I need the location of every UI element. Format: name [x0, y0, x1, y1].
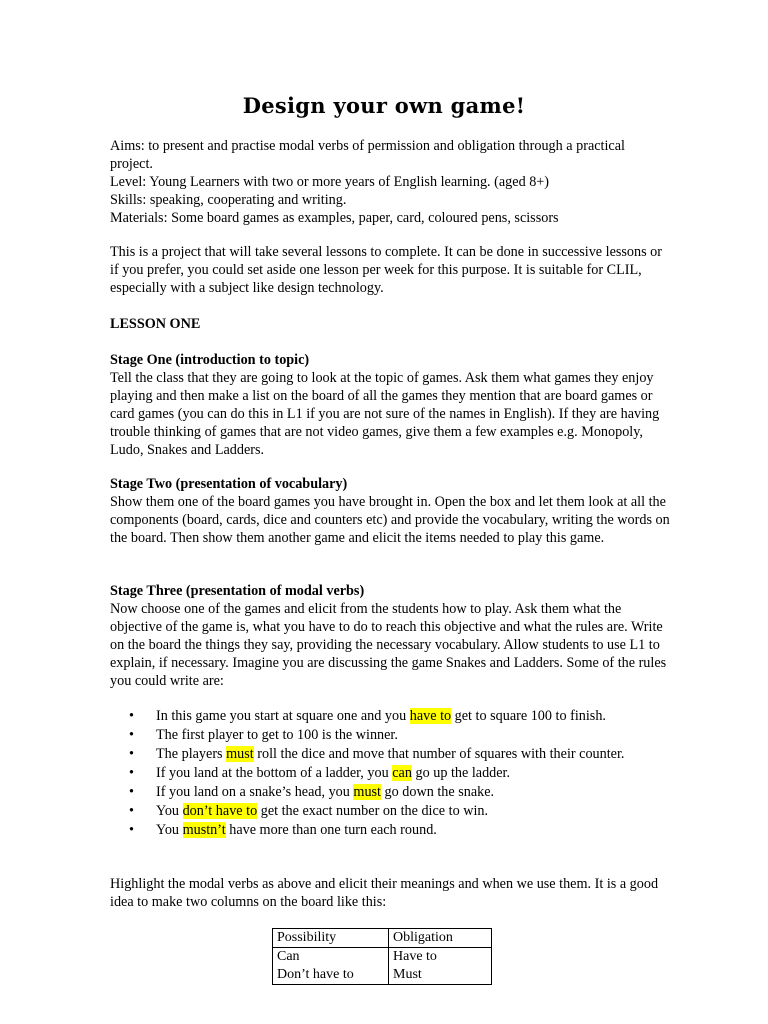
- rule-text: The players: [156, 746, 227, 762]
- rule-text: have more than one turn each round.: [225, 822, 437, 838]
- stage-heading: Stage Three (presentation of modal verbs): [110, 583, 365, 599]
- rule-text: In this game you start at square one and you: [156, 708, 410, 724]
- rule-text: get the exact number on the dice to win.: [257, 803, 489, 819]
- modal-verb-highlight: don’t have to: [182, 803, 258, 819]
- rule-text: get to square 100 to finish.: [451, 708, 606, 724]
- list-item: [110, 802, 670, 820]
- rule-text: If you land at the bottom of a ladder, you: [156, 765, 393, 781]
- rule-text: roll the dice and move that number of squares with their counter.: [253, 746, 625, 762]
- stage-body: Tell the class that they are going to look at the topic of games. Ask them what games they enjoy playing and then make a list on the board of all the games they mention that are board games or card games (you can do this in L1 if you are not sure of the names in English). If they are having trouble thinking of games that are not video games, give them a few examples e.g. Monopoly, Ludo, Snakes and Ladders.: [110, 370, 660, 458]
- lesson-heading: LESSON ONE: [110, 316, 201, 332]
- rule-text: You: [156, 822, 183, 838]
- stage-heading: Stage One (introduction to topic): [110, 352, 310, 368]
- rule-text: If you land on a snake’s head, you: [156, 784, 354, 800]
- modal-verb-highlight: must: [226, 746, 254, 762]
- stage-body: Now choose one of the games and elicit from the students how to play. Ask them what the objective of the game is, what you have to do to reach this objective and what the rules are. Write on the board the things they say, providing the necessary vocabulary. Allow students to use L1 to explain, if necessary. Imagine you are discussing the game Snakes and Ladders. Some of the rules you could write are:: [110, 601, 667, 689]
- stage-heading: Stage Two (presentation of vocabulary): [110, 476, 348, 492]
- overview-text: This is a project that will take several lessons to complete. It can be done in successive lessons or if you prefer, you could set aside one lesson per week for this purpose. It is suitable for CLIL, especially with a subject like design technology.: [110, 244, 662, 296]
- rule-text: The first player to get to 100 is the winner.: [156, 727, 398, 743]
- rules-list: [110, 707, 670, 840]
- skills-text: Skills: speaking, cooperating and writing.: [110, 192, 347, 208]
- closing-text: Highlight the modal verbs as above and elicit their meanings and when we use them. It is a good idea to make two columns on the board like this:: [110, 876, 659, 910]
- rule-text: go up the ladder.: [411, 765, 511, 781]
- lesson-heading-block: [110, 315, 670, 333]
- rule-text: go down the snake.: [381, 784, 495, 800]
- list-item: [110, 764, 670, 782]
- modal-verb-highlight: have to: [409, 708, 452, 724]
- closing-paragraph: [110, 875, 670, 911]
- bullet-icon: •: [129, 803, 134, 819]
- bullet-icon: •: [129, 784, 134, 800]
- level-text: Level: Young Learners with two or more years of English learning. (aged 8+): [110, 174, 550, 190]
- table-header-row: [273, 929, 492, 948]
- table-cell-line: Can: [277, 949, 300, 964]
- table-cell-line: Must: [393, 967, 422, 982]
- stage-one: [110, 351, 670, 459]
- table-row: [273, 948, 492, 985]
- stage-three: [110, 582, 670, 690]
- modal-verb-highlight: must: [353, 784, 381, 800]
- modal-verbs-table: [272, 928, 492, 985]
- list-item: [110, 726, 670, 744]
- aims-text: Aims: to present and practise modal verbs of permission and obligation through a practical project.: [110, 138, 625, 172]
- bullet-icon: •: [129, 727, 134, 743]
- modal-verb-highlight: can: [392, 765, 412, 781]
- table-header-cell: Possibility: [273, 929, 389, 948]
- intro-section: [110, 137, 670, 227]
- overview-paragraph: [110, 243, 670, 297]
- bullet-icon: •: [129, 746, 134, 762]
- list-item: [110, 745, 670, 763]
- table-cell-line: Don’t have to: [277, 967, 354, 982]
- document-title: Design your own game!: [242, 93, 526, 118]
- materials-text: Materials: Some board games as examples, paper, card, coloured pens, scissors: [110, 210, 559, 226]
- stage-two: [110, 475, 670, 547]
- bullet-icon: •: [129, 765, 134, 781]
- list-item: [110, 707, 670, 725]
- table-cell-line: Have to: [393, 949, 437, 964]
- table-cell: [389, 948, 492, 985]
- table-header-cell: Obligation: [389, 929, 492, 948]
- list-item: [110, 783, 670, 801]
- table-cell: [273, 948, 389, 985]
- stage-body: Show them one of the board games you have brought in. Open the box and let them look at all the components (board, cards, dice and counters etc) and provide the vocabulary, writing the words on the board. Then show them another game and elicit the items needed to play this game.: [110, 494, 670, 546]
- bullet-icon: •: [129, 822, 134, 838]
- bullet-icon: •: [129, 708, 134, 724]
- rule-text: You: [156, 803, 183, 819]
- modal-verb-highlight: mustn’t: [182, 822, 226, 838]
- list-item: [110, 821, 670, 839]
